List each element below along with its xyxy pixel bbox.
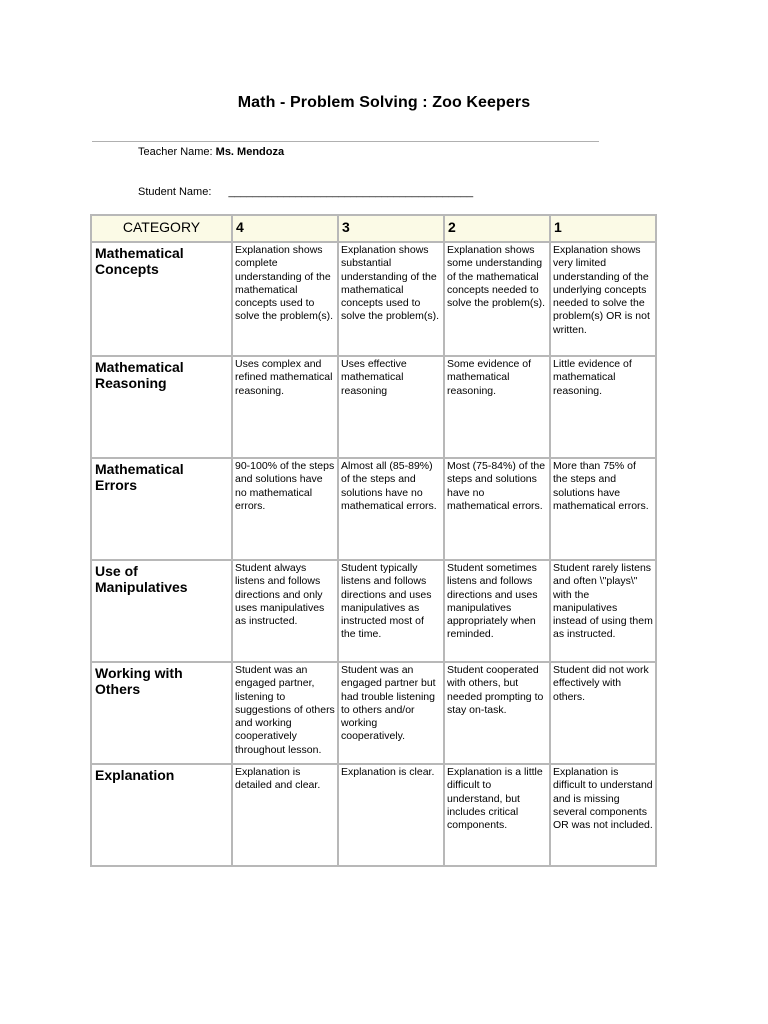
header-category: CATEGORY — [91, 215, 232, 242]
table-cell: Explanation shows very limited understanding of the underlying concepts needed to solve the problem(s) OR is not written. — [550, 242, 656, 356]
table-cell: More than 75% of the steps and solutions have mathematical errors. — [550, 458, 656, 560]
table-cell: Explanation shows complete understanding of the mathematical concepts used to solve the problem(s). — [232, 242, 338, 356]
table-row — [91, 356, 656, 458]
table-cell: Explanation shows some understanding of the mathematical concepts needed to solve the problem(s). — [444, 242, 550, 356]
row-category: Mathematical Errors — [91, 458, 232, 560]
rubric-header-row — [91, 215, 656, 242]
table-cell: Uses complex and refined mathematical reasoning. — [232, 356, 338, 458]
table-cell: Student did not work effectively with others. — [550, 662, 656, 764]
student-name-blank: ________________________________________ — [228, 186, 474, 198]
table-row — [91, 560, 656, 662]
header-level-3: 3 — [338, 215, 444, 242]
table-cell: Student cooperated with others, but needed prompting to stay on-task. — [444, 662, 550, 764]
table-row — [91, 764, 656, 866]
row-category: Mathematical Concepts — [91, 242, 232, 356]
student-label: Student Name: — [138, 186, 212, 198]
table-cell: 90-100% of the steps and solutions have no mathematical errors. — [232, 458, 338, 560]
table-cell: Student was an engaged partner, listening to suggestions of others and working cooperatively throughout lesson. — [232, 662, 338, 764]
page-title: Math - Problem Solving : Zoo Keepers — [237, 94, 531, 111]
header-level-1: 1 — [550, 215, 656, 242]
rubric-table — [90, 214, 657, 867]
table-row — [91, 662, 656, 764]
table-cell: Explanation is clear. — [338, 764, 444, 866]
title-divider — [92, 141, 599, 142]
table-row — [91, 242, 656, 356]
table-cell: Most (75-84%) of the steps and solutions have no mathematical errors. — [444, 458, 550, 560]
table-cell: Explanation is difficult to understand and is missing several components OR was not included. — [550, 764, 656, 866]
table-cell: Student was an engaged partner but had trouble listening to others and/or working cooperatively. — [338, 662, 444, 764]
header-level-4: 4 — [232, 215, 338, 242]
row-category: Use of Manipulatives — [91, 560, 232, 662]
table-row — [91, 458, 656, 560]
table-cell: Explanation shows substantial understanding of the mathematical concepts used to solve the problem(s). — [338, 242, 444, 356]
table-cell: Some evidence of mathematical reasoning. — [444, 356, 550, 458]
row-category: Explanation — [91, 764, 232, 866]
teacher-name: Ms. Mendoza — [215, 146, 285, 158]
row-category: Working with Others — [91, 662, 232, 764]
header-level-2: 2 — [444, 215, 550, 242]
table-cell: Almost all (85-89%) of the steps and solutions have no mathematical errors. — [338, 458, 444, 560]
table-cell: Student rarely listens and often \"plays\" with the manipulatives instead of using them as instructed. — [550, 560, 656, 662]
table-cell: Student typically listens and follows directions and uses manipulatives as instructed most of the time. — [338, 560, 444, 662]
row-category: Mathematical Reasoning — [91, 356, 232, 458]
table-cell: Explanation is a little difficult to understand, but includes critical components. — [444, 764, 550, 866]
student-line — [138, 186, 473, 198]
table-cell: Student sometimes listens and follows directions and uses manipulatives appropriately when reminded. — [444, 560, 550, 662]
table-cell: Explanation is detailed and clear. — [232, 764, 338, 866]
table-cell: Little evidence of mathematical reasoning. — [550, 356, 656, 458]
teacher-line — [138, 146, 284, 158]
teacher-label: Teacher Name: — [138, 146, 213, 158]
table-cell: Student always listens and follows directions and only uses manipulatives as instructed. — [232, 560, 338, 662]
table-cell: Uses effective mathematical reasoning — [338, 356, 444, 458]
